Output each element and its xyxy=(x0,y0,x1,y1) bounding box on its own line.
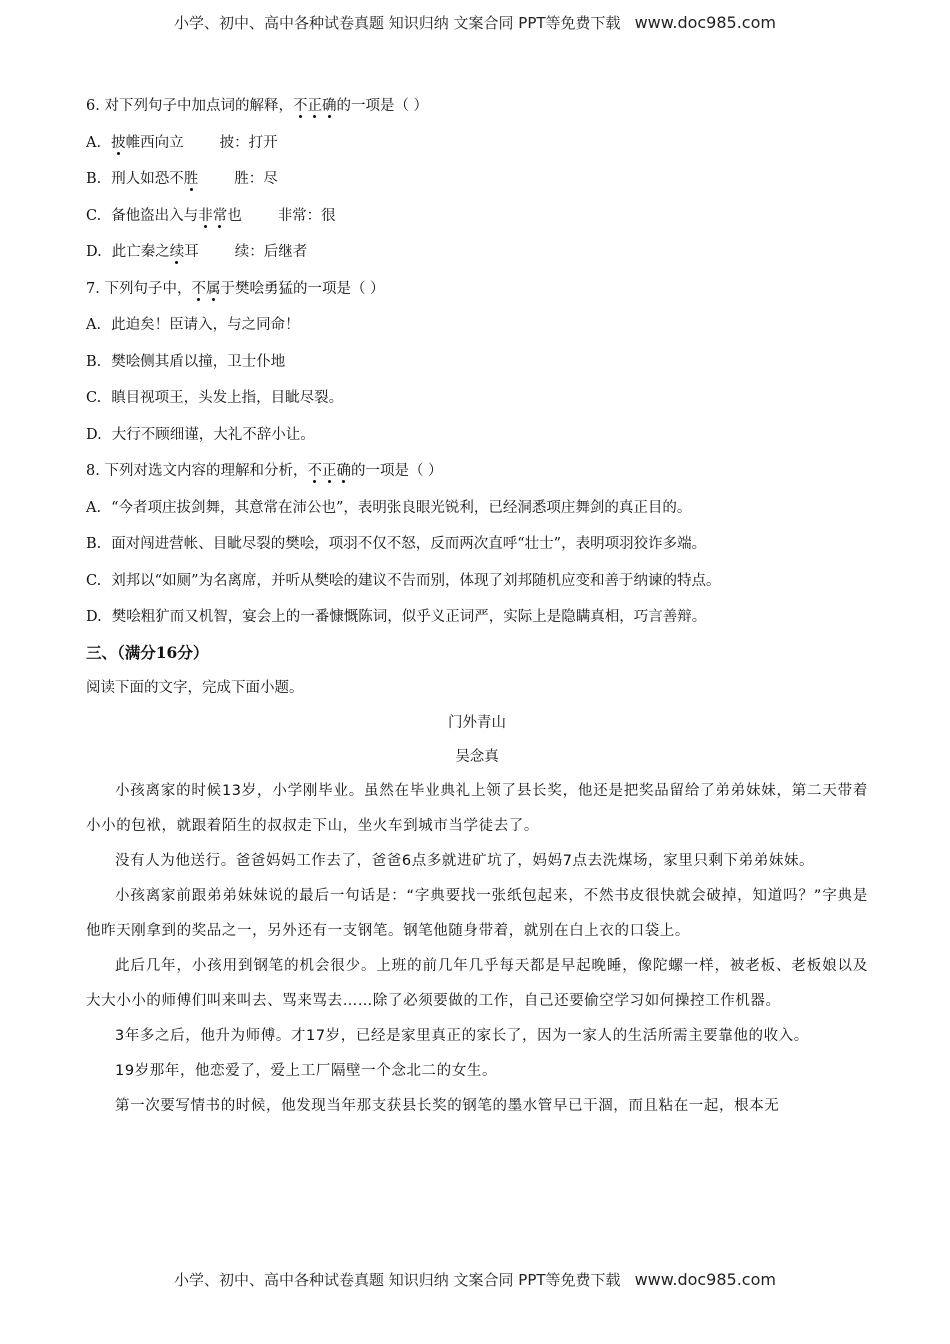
question-6-stem: 6. 对下列句子中加点词的解释，不正确的一项是（ ） xyxy=(86,98,429,114)
emphasis-dot-char: 属 xyxy=(205,280,221,297)
article-paragraph: 19岁那年，他恋爱了，爱上工厂隔壁一个念北二的女生。 xyxy=(115,1063,498,1079)
emphasis-dotted-text xyxy=(293,98,337,114)
question-6-option-d: D. 此亡秦之续耳 续：后继者 xyxy=(86,244,308,260)
article-author: 吴念真 xyxy=(455,749,499,765)
question-6-option-c: C. 备他盗出入与非常也 非常：很 xyxy=(86,207,336,224)
header-text: 小学、初中、高中各种试卷真题 知识归纳 文案合同 PPT等免费下载 xyxy=(174,14,621,32)
question-8-option-c: C. 刘邦以“如厕”为名离席，并听从樊哙的建议不告而别，体现了刘邦随机应变和善于纳谏的特点。 xyxy=(86,572,721,589)
header-site-link[interactable]: www.doc985.com xyxy=(634,13,776,32)
question-7-option-a: A. 此迫矣！臣请入，与之同命！ xyxy=(86,317,300,333)
emphasis-dot-char: 不 xyxy=(292,98,308,114)
question-7-option-b: B. 樊哙侧其盾以撞，卫士仆地 xyxy=(86,353,286,370)
footer-site-link[interactable]: www.doc985.com xyxy=(634,1270,776,1289)
article-paragraph: 3年多之后，他升为师傅。才17岁，已经是家里真正的家长了，因为一家人的生活所需主要靠他的收入。 xyxy=(115,1028,809,1044)
article-title: 门外青山 xyxy=(448,715,506,731)
emphasis-dot-char: 正 xyxy=(307,98,322,114)
article-paragraph: 没有人为他送行。爸爸妈妈工作去了，爸爸6点多就进矿坑了，妈妈7点去洗煤场，家里只剩下弟弟妹妹。 xyxy=(115,853,815,869)
emphasis-dot-char: 续 xyxy=(169,244,185,260)
question-8-stem: 8. 下列对选文内容的理解和分析，不正确的一项是（ ） xyxy=(86,463,443,479)
question-6-option-b: B. 刑人如恐不胜 胜：尽 xyxy=(86,171,278,187)
section-3-title: 三、（满分16分） xyxy=(86,642,209,662)
question-7-option-c: C. 瞋目视项王，头发上指，目眦尽裂。 xyxy=(86,390,344,406)
page-footer xyxy=(0,1269,950,1290)
question-7-option-d: D. 大行不顾细谨，大礼不辞小让。 xyxy=(86,426,315,443)
question-6-option-a: A. 披帷西向立 披：打开 xyxy=(86,134,278,151)
emphasis-dot-char: 不 xyxy=(307,463,322,479)
page-content xyxy=(86,88,868,1124)
emphasis-dot-char: 确 xyxy=(336,463,351,479)
emphasis-dotted-text xyxy=(184,171,199,187)
emphasis-dot-char: 正 xyxy=(321,463,337,479)
emphasis-dotted-text xyxy=(191,281,220,297)
emphasis-dotted-text xyxy=(170,244,185,260)
article-paragraph: 小孩离家前跟弟弟妹妹说的最后一句话是：“字典要找一张纸包起来，不然书皮很快就会破掉，知道吗？”字典是他昨天刚拿到的奖品之一，另外还有一支钢笔。钢笔他随身带着，就别在白上衣的口袋上。 xyxy=(86,888,868,939)
section-3-instruction: 阅读下面的文字，完成下面小题。 xyxy=(86,679,304,696)
article-paragraph-truncated: 第一次要写情书的时候，他发现当年那支获县长奖的钢笔的墨水管早已干涸，而且粘在一起，根本无 xyxy=(115,1098,780,1114)
article-paragraph: 小孩离家的时候13岁，小学刚毕业。虽然在毕业典礼上领了县长奖，他还是把奖品留给了弟弟妹妹，第二天带着小小的包袱，就跟着陌生的叔叔走下山，坐火车到城市当学徒去了。 xyxy=(86,783,868,834)
question-7-stem: 7. 下列句子中，不属于樊哙勇猛的一项是（ ） xyxy=(86,280,385,297)
emphasis-dotted-text xyxy=(307,463,351,479)
emphasis-dot-char: 披 xyxy=(111,134,126,151)
emphasis-dot-char: 常 xyxy=(212,207,228,224)
question-8-option-b: B. 面对闯进营帐、目眦尽裂的樊哙，项羽不仅不怒，反而两次直呼“壮士”，表明项羽狡诈多端。 xyxy=(86,536,707,552)
page-header xyxy=(0,12,950,33)
article-paragraph: 此后几年，小孩用到钢笔的机会很少。上班的前几年几乎每天都是早起晚睡，像陀螺一样，被老板、老板娘以及大大小小的师傅们叫来叫去、骂来骂去……除了必须要做的工作，自己还要偷空学习如何操控工作机器。 xyxy=(86,958,868,1009)
emphasis-dot-char: 确 xyxy=(321,98,337,114)
emphasis-dot-char: 不 xyxy=(191,280,206,297)
footer-text: 小学、初中、高中各种试卷真题 知识归纳 文案合同 PPT等免费下载 xyxy=(174,1271,621,1289)
emphasis-dot-char: 胜 xyxy=(183,171,199,187)
emphasis-dot-char: 非 xyxy=(198,207,213,224)
question-8-option-a: A. “今者项庄拔剑舞，其意常在沛公也”，表明张良眼光锐利，已经洞悉项庄舞剑的真正目的。 xyxy=(86,499,692,516)
emphasis-dotted-text xyxy=(111,135,126,151)
question-8-option-d: D. 樊哙粗犷而又机智，宴会上的一番慷慨陈词，似乎义正词严，实际上是隐瞒真相，巧言善辩。 xyxy=(86,609,707,625)
emphasis-dotted-text xyxy=(198,208,227,224)
